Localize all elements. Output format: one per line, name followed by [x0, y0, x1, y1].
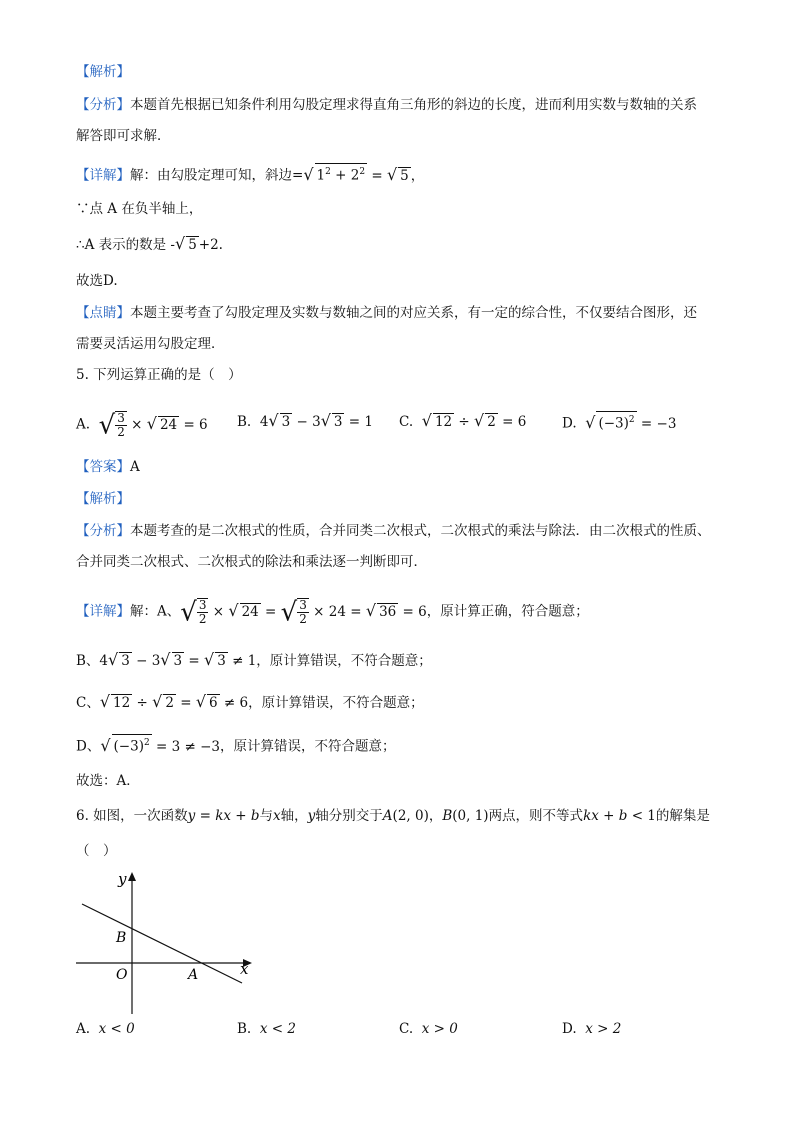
dianjing-line-2: 需要灵活运用勾股定理．	[76, 336, 225, 352]
therefore-line: ∴A 表示的数是 -√ 5 +2.	[76, 234, 223, 253]
function-line	[82, 904, 242, 983]
dianjing-line-1: 【点睛】本题主要考查了勾股定理及实数与数轴之间的对应关系，有一定的综合性，不仅要结合图形，还	[76, 305, 697, 321]
q6-option-d: D. x > 2	[562, 1021, 622, 1037]
q5-answer-line	[76, 457, 140, 477]
answer-tag: 【答案】	[76, 459, 130, 475]
q5-stem: 5. 下列运算正确的是（ ）	[76, 367, 242, 383]
fenxi-line-1	[76, 95, 697, 115]
q6-point-b: B(0, 1)	[442, 808, 489, 824]
q5-line-b-math: 4√ 3 − 3√ 3 = √ 3 ≠ 1	[99, 650, 257, 669]
fenxi-tag: 【分析】	[76, 97, 130, 113]
q6-inequality: kx + b	[583, 808, 628, 824]
origin-label: O	[116, 967, 128, 983]
hypotenuse-formula: √ $1^2 + 2^2$ = √ 5 ，	[303, 164, 425, 184]
sqrt5-expr: √ 5	[174, 234, 197, 253]
answer-value: A	[130, 459, 140, 475]
point-b-label: B	[116, 930, 127, 946]
y-axis-label: y	[118, 870, 127, 888]
q5-option-b: B. 4√ 3 − 3√ 3 = 1	[237, 411, 373, 430]
xiangjie-text: 解：由勾股定理可知，斜边=	[130, 167, 304, 184]
choose-line: 故选D.	[76, 273, 118, 289]
q6-point-a: A(2, 0)	[382, 808, 429, 824]
q5-option-c-math: √ 12 ÷ √ 2 = 6	[421, 411, 527, 430]
q5-line-b: B、4√ 3 − 3√ 3 = √ 3 ≠ 1，原计算错误，不符合题意；	[76, 650, 432, 669]
y-axis-arrow	[128, 872, 136, 881]
q6-stem-line-1: 6. 如图，一次函数y = kx + b与x轴，y轴分别交于A(2, 0)，B(0, 1)两点，则不等式kx + b < 1的解集是	[76, 808, 710, 824]
q5-fenxi-line-1: 【分析】本题考查的是二次根式的性质，合并同类二次根式，二次根式的乘法与除法．由二次根式的性质、	[76, 523, 711, 539]
q6-option-c: C. x > 0	[399, 1021, 458, 1037]
q5-option-d: D. √ $(-3)^2 = -3$	[562, 412, 677, 432]
q5-xiangjie-a-math: √ $\frac{3}{2}$ × √ 24 = √ $\frac{3}{2}$ × 24 = √ 36 = 6	[180, 597, 427, 627]
point-a-label: A	[188, 967, 199, 983]
analysis-tag: 【解析】	[76, 64, 130, 80]
q6-graph	[70, 866, 260, 1026]
because-line: ∵点 A 在负半轴上，	[76, 201, 203, 217]
q6-stem-line-2: （ ）	[76, 843, 117, 859]
q6-option-a: A. x < 0	[76, 1021, 135, 1037]
xiangjie-tag: 【详解】	[76, 167, 130, 184]
q5-fenxi-line-2: 合并同类二次根式、二次根式的除法和乘法逐一判断即可．	[76, 554, 427, 570]
fenxi-text: 本题首先根据已知条件利用勾股定理求得直角三角形的斜边的长度，进而利用实数与数轴的关系	[130, 97, 697, 113]
analysis-heading	[76, 62, 130, 82]
dianjing-tag: 【点睛】	[76, 305, 130, 321]
fenxi-line-2	[76, 126, 171, 146]
q6-option-b: B. x < 2	[237, 1021, 296, 1037]
q6-function-expr: y = kx + b	[187, 808, 260, 824]
fenxi-text: 解答即可求解．	[76, 128, 171, 144]
q5-option-a: A. √ $\frac{3}{2}$ × √ 24 = 6	[76, 410, 208, 440]
q5-line-d-math: √ $(-3)^2 = 3 \ne -3$	[100, 735, 220, 755]
q5-option-c: C. √ 12 ÷ √ 2 = 6	[399, 411, 527, 430]
xiangjie-line	[76, 163, 424, 186]
q5-option-b-math: 4√ 3 − 3√ 3 = 1	[259, 411, 373, 430]
q5-line-c: C、√ 12 ÷ √ 2 = √ 6 ≠ 6，原计算错误，不符合题意；	[76, 692, 424, 711]
q5-line-d: D、√ $(-3)^2 = 3 \ne -3$，原计算错误，不符合题意；	[76, 735, 396, 755]
q5-xiangjie-a: 【详解】解：A、√ $\frac{3}{2}$ × √ 24 = √ $\frac{3}{2}$ × 24 = √ 36 = 6，原计算正确，符合题意；	[76, 597, 589, 627]
x-axis-label: x	[240, 960, 249, 978]
q5-option-a-math: √ $\frac{3}{2}$ × √ 24 = 6	[98, 410, 208, 440]
q5-choose-line: 故选：A．	[76, 773, 140, 789]
q5-analysis-heading: 【解析】	[76, 491, 130, 507]
q5-line-c-math: √ 12 ÷ √ 2 = √ 6 ≠ 6	[99, 692, 249, 711]
q5-option-d-math: √ $(-3)^2 = -3$	[585, 412, 677, 432]
